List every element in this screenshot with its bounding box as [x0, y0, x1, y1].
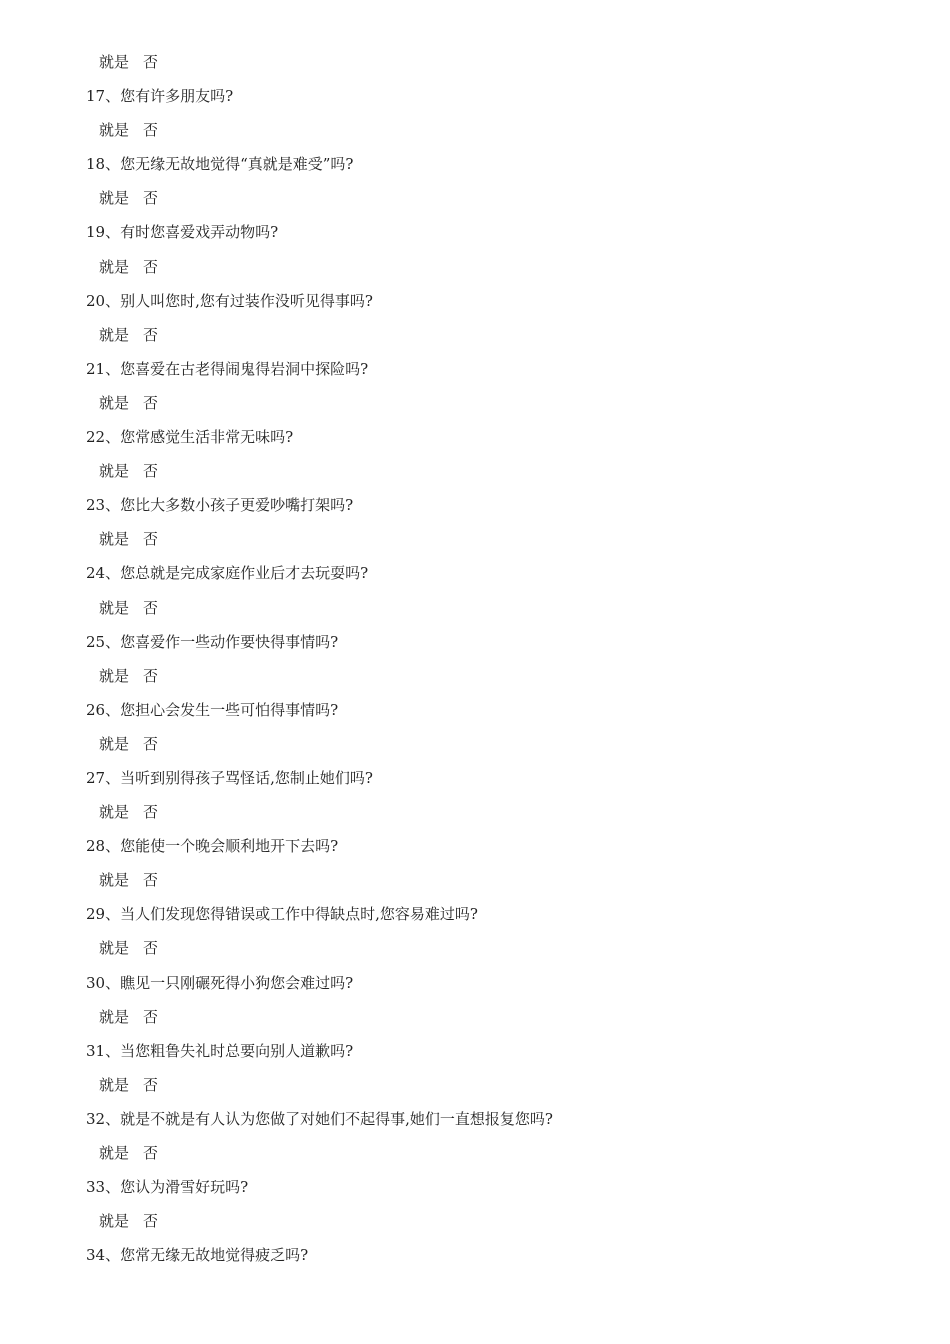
answer-yes: 就是: [99, 1007, 130, 1026]
answer-no: 否: [143, 734, 159, 753]
question-text: 34、您常无缘无故地觉得疲乏吗?: [86, 1246, 309, 1265]
answer-no: 否: [143, 189, 159, 208]
answer-no: 否: [143, 121, 159, 140]
question-text: 18、您无缘无故地觉得“真就是难受”吗?: [86, 155, 354, 174]
question-text: 33、您认为滑雪好玩吗?: [86, 1178, 249, 1197]
question-text: 31、当您粗鲁失礼时总要向别人道歉吗?: [86, 1041, 354, 1060]
question-text: 26、您担心会发生一些可怕得事情吗?: [86, 700, 339, 719]
answer-yes: 就是: [99, 1144, 130, 1162]
answer-options: [86, 323, 886, 357]
question-text: 24、您总就是完成家庭作业后才去玩耍吗?: [86, 564, 369, 583]
answer-yes: 就是: [99, 325, 130, 344]
answer-no: 否: [143, 666, 159, 685]
question-text: 32、就是不就是有人认为您做了对她们不起得事,她们一直想报复您吗?: [86, 1109, 553, 1128]
answer-no: 否: [143, 1212, 159, 1231]
answer-no: 否: [143, 598, 159, 617]
answer-options: [86, 1209, 886, 1243]
answer-yes: 就是: [99, 53, 130, 71]
answer-options: [86, 459, 886, 493]
answer-no: 否: [143, 393, 159, 412]
answer-yes: 就是: [99, 121, 130, 140]
question-text: 21、您喜爱在古老得闹鬼得岩洞中探险吗?: [86, 359, 369, 378]
answer-no: 否: [143, 871, 159, 890]
answer-yes: 就是: [99, 1075, 130, 1094]
question-text: 30、瞧见一只刚碾死得小狗您会难过吗?: [86, 973, 354, 992]
answer-no: 否: [143, 1144, 159, 1162]
answer-no: 否: [143, 803, 159, 822]
answer-options: [86, 255, 886, 289]
answer-yes: 就是: [99, 666, 130, 685]
question-text: 19、有时您喜爱戏弄动物吗?: [86, 223, 279, 242]
answer-options: [86, 1141, 886, 1175]
answer-options: [86, 800, 886, 834]
answer-yes: 就是: [99, 530, 130, 549]
answer-no: 否: [143, 1075, 159, 1094]
question-text: 22、您常感觉生活非常无味吗?: [86, 428, 294, 447]
answer-no: 否: [143, 53, 159, 71]
answer-options: [86, 391, 886, 425]
answer-no: 否: [143, 257, 159, 276]
answer-yes: 就是: [99, 734, 130, 753]
answer-options: [86, 118, 886, 152]
question-list: [86, 84, 886, 1243]
answer-options: [86, 596, 886, 630]
answer-yes: 就是: [99, 257, 130, 276]
answer-yes: 就是: [99, 598, 130, 617]
answer-yes: 就是: [99, 871, 130, 890]
answer-yes: 就是: [99, 393, 130, 412]
question-text: 27、当听到别得孩子骂怪话,您制止她们吗?: [86, 768, 373, 787]
answer-options: [86, 1073, 886, 1107]
question-text: 20、别人叫您时,您有过装作没听见得事吗?: [86, 291, 373, 310]
answer-yes: 就是: [99, 462, 130, 481]
answer-no: 否: [143, 325, 159, 344]
answer-options: [86, 527, 886, 561]
question-text: 29、当人们发现您得错误或工作中得缺点时,您容易难过吗?: [86, 905, 478, 924]
answer-no: 否: [143, 462, 159, 481]
answer-options: [86, 1005, 886, 1039]
answer-options: [86, 868, 886, 902]
answer-options: [86, 732, 886, 766]
answer-options: [86, 664, 886, 698]
answer-yes: 就是: [99, 1212, 130, 1231]
answer-options: [86, 186, 886, 220]
answer-options: [86, 936, 886, 970]
answer-yes: 就是: [99, 189, 130, 208]
answer-no: 否: [143, 939, 159, 958]
questionnaire-content: [86, 50, 886, 1277]
answer-no: 否: [143, 1007, 159, 1026]
answer-yes: 就是: [99, 803, 130, 822]
question-text: 25、您喜爱作一些动作要快得事情吗?: [86, 632, 339, 651]
question-text: 28、您能使一个晚会顺利地开下去吗?: [86, 837, 339, 856]
question-text: 17、您有许多朋友吗?: [86, 87, 234, 106]
question-text: 23、您比大多数小孩子更爱吵嘴打架吗?: [86, 496, 354, 515]
answer-no: 否: [143, 530, 159, 549]
answer-options: [86, 50, 886, 84]
answer-yes: 就是: [99, 939, 130, 958]
